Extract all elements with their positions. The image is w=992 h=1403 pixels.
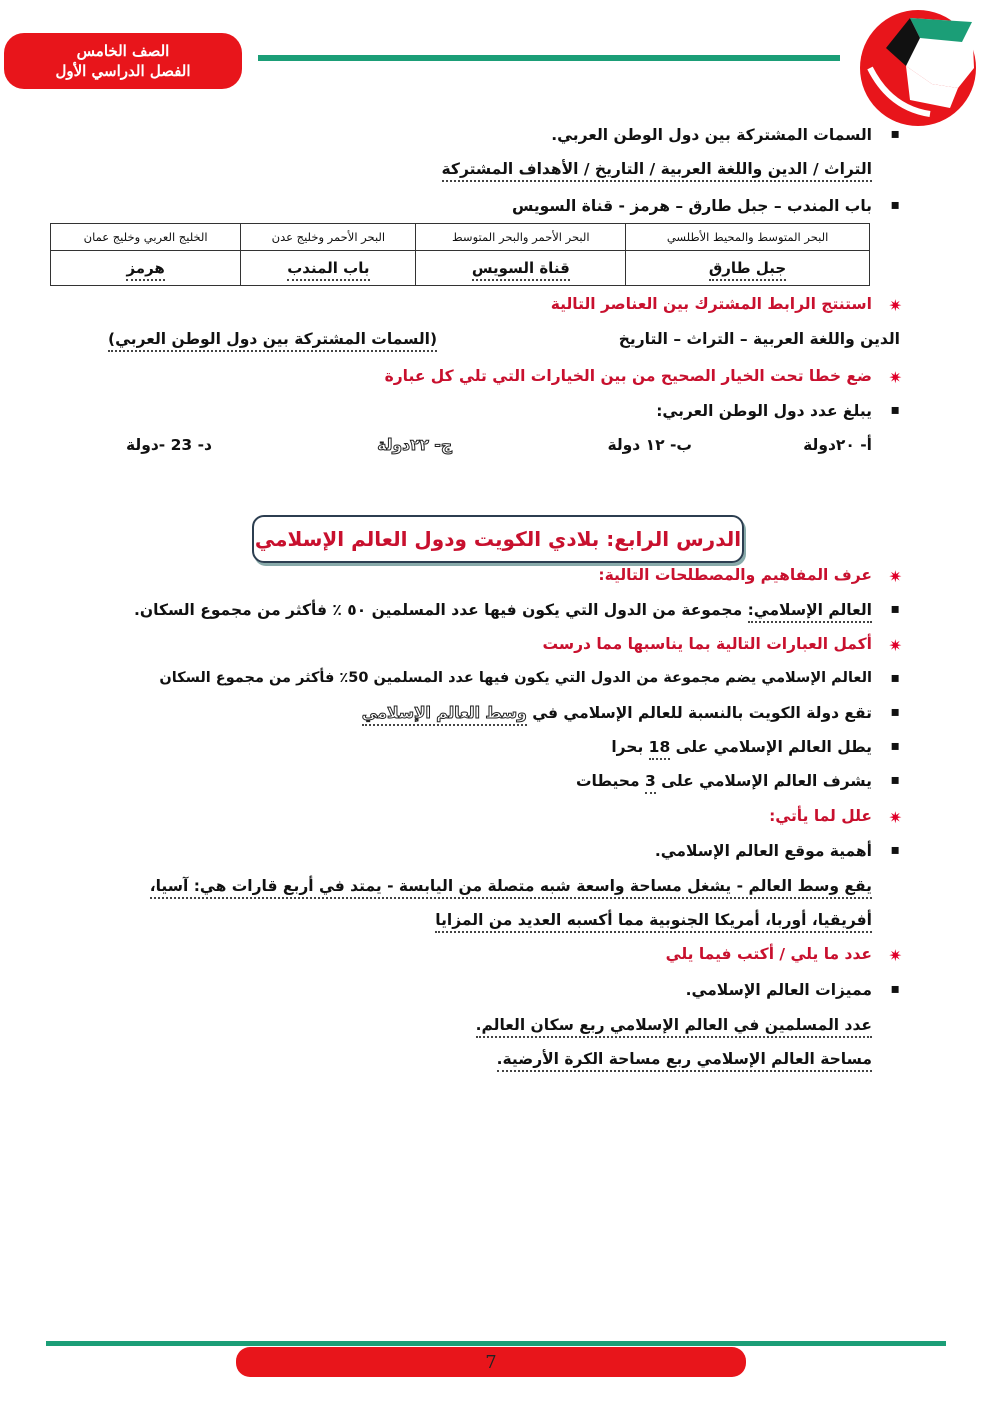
footer-divider: [46, 1341, 946, 1346]
lesson-title: الدرس الرابع: بلادي الكويت ودول العالم الإسلامي: [252, 515, 744, 563]
star-icon: ✷: [888, 296, 902, 315]
link-answer: (السمات المشتركة بين دول الوطن العربي): [108, 330, 437, 348]
page-number-badge: [236, 1347, 746, 1377]
table-header-cell: البحر المتوسط والمحيط الأطلسي: [626, 224, 870, 251]
link-items: الدين واللغة العربية – التراث – التاريخ: [618, 330, 900, 348]
heading-count: عدد ما يلي / أكتب فيما يلي: [665, 945, 872, 963]
header-badge: [4, 33, 242, 89]
kuwait-map-logo-icon: [850, 8, 980, 128]
complete-3: ▪ يطل العالم الإسلامي على 18 بحرا: [611, 738, 872, 756]
heading-complete: أكمل العبارات التالية بما يناسبها مما درست: [542, 635, 872, 653]
explain-question: ▪ أهمية موقع العالم الإسلامي.: [655, 842, 872, 860]
mcq-option-a: أ- ٢٠دولة: [803, 436, 872, 454]
straits-table: [50, 223, 870, 286]
table-header-cell: الخليج العربي وخليج عمان: [51, 224, 241, 251]
heading-common-link: استنتج الرابط المشترك بين العناصر التالية: [550, 295, 872, 313]
count-question: ▪ مميزات العالم الإسلامي.: [686, 981, 872, 999]
star-icon: ✷: [888, 636, 902, 655]
heading-define: عرف المفاهيم والمصطلحات التالية:: [598, 566, 872, 584]
definition-islamic-world: ▪ العالم الإسلامي: مجموعة من الدول التي يكون فيها عدد المسلمين ٥٠ ٪ فأكثر من مجموع السكان.: [134, 601, 872, 619]
table-header-cell: البحر الأحمر والبحر المتوسط: [416, 224, 626, 251]
question-straits: ▪ باب المندب – جبل طارق – هرمز - قناة السويس: [512, 197, 872, 215]
table-value-cell: جبل طارق: [626, 251, 870, 286]
star-icon: ✷: [888, 368, 902, 387]
table-value-cell: باب المندب: [241, 251, 416, 286]
explain-answer-1: يقع وسط العالم - يشغل مساحة واسعة شبه متصلة من اليابسة - يمتد في أربع قارات هي: آسيا،: [150, 877, 872, 895]
count-answer-2: مساحة العالم الإسلامي ربع مساحة الكرة الأرضية.: [497, 1050, 872, 1068]
mcq-option-c: ج- ٢٢دولة: [377, 436, 452, 454]
star-icon: ✷: [888, 808, 902, 827]
page-number: 7: [485, 1351, 497, 1373]
star-icon: ✷: [888, 567, 902, 586]
table-value-cell: هرمز: [51, 251, 241, 286]
question-common-features: ▪ السمات المشتركة بين دول الوطن العربي.: [551, 126, 872, 144]
table-value-cell: قناة السويس: [416, 251, 626, 286]
complete-1: ▪ العالم الإسلامي يضم مجموعة من الدول التي يكون فيها عدد المسلمين 50٪ فأكثر من مجموع السكان: [159, 670, 872, 686]
star-icon: ✷: [888, 946, 902, 965]
header-divider: [258, 55, 840, 61]
complete-4: ▪ يشرف العالم الإسلامي على 3 محيطات: [576, 772, 872, 790]
complete-2: ▪ تقع دولة الكويت بالنسبة للعالم الإسلامي في وسط العالم الإسلامي: [362, 704, 872, 722]
explain-answer-2: أفريقيا، أوربا، أمريكا الجنوبية مما أكسبه العديد من المزايا: [435, 911, 872, 929]
grade-label: الصف الخامس: [76, 42, 170, 60]
term-label: الفصل الدراسي الأول: [55, 62, 191, 80]
heading-explain: علل لما يأتي:: [769, 807, 872, 825]
mcq-option-d: د- 23 -دولة: [125, 436, 212, 454]
table-header-cell: البحر الأحمر وخليج عدن: [241, 224, 416, 251]
count-answer-1: عدد المسلمين في العالم الإسلامي ربع سكان العالم.: [476, 1016, 872, 1034]
answer-common-features: التراث / الدين واللغة العربية / التاريخ / الأهداف المشتركة: [442, 160, 872, 178]
heading-underline-choice: ضع خطا تحت الخيار الصحيح من بين الخيارات التي تلي كل عبارة: [384, 367, 872, 385]
mcq-option-b: ب- ١٢ دولة: [607, 436, 692, 454]
mcq-question: ▪ يبلغ عدد دول الوطن العربي:: [656, 402, 872, 420]
